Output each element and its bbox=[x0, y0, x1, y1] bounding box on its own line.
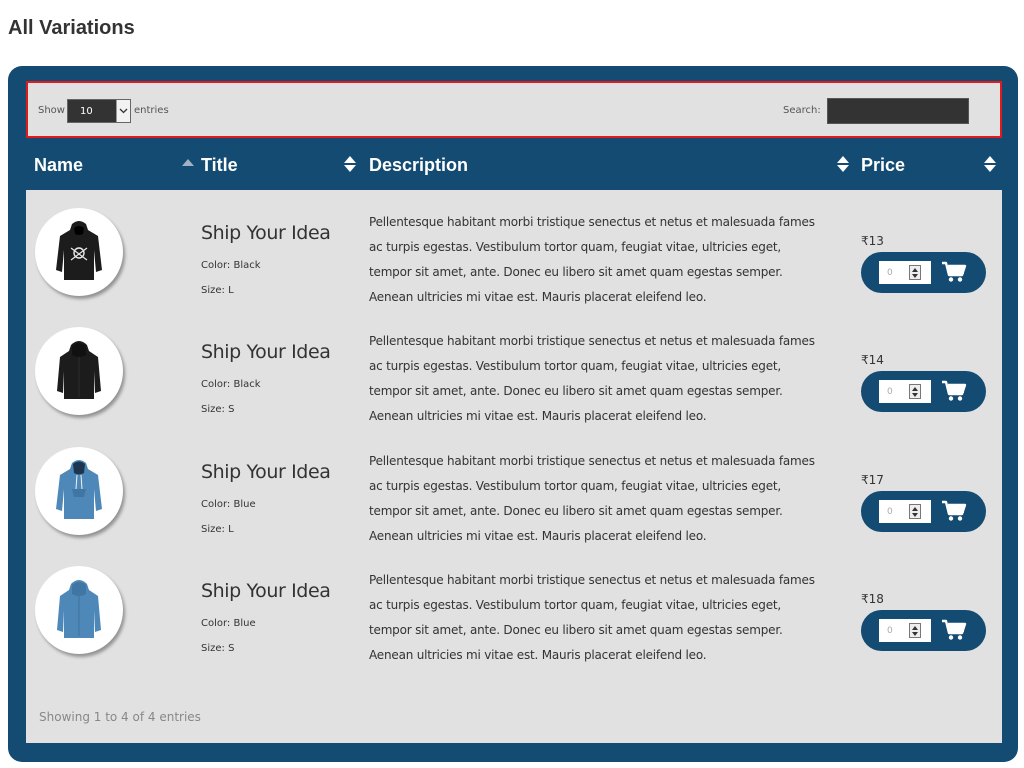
column-header-description[interactable] bbox=[369, 141, 849, 189]
product-price: ₹14 bbox=[861, 353, 884, 367]
stepper-arrows-icon[interactable] bbox=[909, 623, 921, 638]
column-header-label: Title bbox=[201, 154, 238, 175]
product-title: Ship Your Idea bbox=[201, 341, 331, 363]
variations-table-frame bbox=[8, 66, 1018, 762]
quantity-stepper[interactable] bbox=[879, 380, 931, 403]
add-to-cart-group bbox=[861, 371, 986, 412]
entries-label: entries bbox=[134, 105, 169, 116]
shopping-cart-icon bbox=[941, 619, 967, 641]
page-title: All Variations bbox=[8, 17, 135, 39]
product-title: Ship Your Idea bbox=[201, 461, 331, 483]
add-to-cart-group bbox=[861, 610, 986, 651]
quantity-value: 0 bbox=[887, 386, 893, 397]
table-header bbox=[8, 141, 1018, 189]
product-thumbnail[interactable] bbox=[35, 208, 123, 296]
product-price: ₹13 bbox=[861, 234, 884, 248]
quantity-stepper[interactable] bbox=[879, 619, 931, 642]
product-price: ₹17 bbox=[861, 473, 884, 487]
add-to-cart-group bbox=[861, 491, 986, 532]
table-info: Showing 1 to 4 of 4 entries bbox=[39, 710, 201, 724]
add-to-cart-button[interactable] bbox=[941, 619, 971, 643]
product-color: Color: Blue bbox=[201, 499, 256, 510]
product-description: Pellentesque habitant morbi tristique senectus et netus et malesuada fames ac turpis egestas. Vestibulum tortor quam, feugiat vitae, ultricies eget, tempor sit amet, ante. Donec eu libero sit amet quam egestas semper. Aenean ultricies mi vitae est. Mauris placerat eleifend leo. bbox=[369, 573, 815, 662]
sort-icon bbox=[344, 156, 356, 174]
table-row bbox=[26, 319, 1002, 439]
column-header-label: Price bbox=[861, 154, 906, 175]
product-thumbnail[interactable] bbox=[35, 447, 123, 535]
table-row bbox=[26, 439, 1002, 559]
add-to-cart-button[interactable] bbox=[941, 500, 971, 524]
show-label: Show bbox=[38, 105, 65, 116]
column-header-price[interactable] bbox=[861, 141, 996, 189]
product-color: Color: Blue bbox=[201, 618, 256, 629]
quantity-stepper[interactable] bbox=[879, 500, 931, 523]
product-size: Size: S bbox=[201, 643, 235, 654]
stepper-arrows-icon[interactable] bbox=[909, 384, 921, 399]
table-row bbox=[26, 200, 1002, 320]
column-header-title[interactable] bbox=[201, 141, 356, 189]
hoodie-black-icon bbox=[54, 339, 104, 403]
quantity-value: 0 bbox=[887, 625, 893, 636]
table-body bbox=[26, 190, 1002, 743]
product-price: ₹18 bbox=[861, 592, 884, 606]
sort-icon bbox=[984, 156, 996, 174]
hoodie-black-icon bbox=[54, 220, 104, 284]
shopping-cart-icon bbox=[941, 261, 967, 283]
product-title: Ship Your Idea bbox=[201, 580, 331, 602]
column-header-label: Description bbox=[369, 154, 469, 175]
column-header-label: Name bbox=[34, 154, 84, 175]
product-description: Pellentesque habitant morbi tristique senectus et netus et malesuada fames ac turpis egestas. Vestibulum tortor quam, feugiat vitae, ultricies eget, tempor sit amet, ante. Donec eu libero sit amet quam egestas semper. Aenean ultricies mi vitae est. Mauris placerat eleifend leo. bbox=[369, 454, 815, 543]
add-to-cart-group bbox=[861, 252, 986, 293]
table-row bbox=[26, 558, 1002, 678]
product-size: Size: S bbox=[201, 404, 235, 415]
product-description: Pellentesque habitant morbi tristique senectus et netus et malesuada fames ac turpis egestas. Vestibulum tortor quam, feugiat vitae, ultricies eget, tempor sit amet, ante. Donec eu libero sit amet quam egestas semper. Aenean ultricies mi vitae est. Mauris placerat eleifend leo. bbox=[369, 215, 815, 304]
quantity-value: 0 bbox=[887, 267, 893, 278]
sort-ascending-icon bbox=[182, 156, 194, 174]
product-description: Pellentesque habitant morbi tristique senectus et netus et malesuada fames ac turpis egestas. Vestibulum tortor quam, feugiat vitae, ultricies eget, tempor sit amet, ante. Donec eu libero sit amet quam egestas semper. Aenean ultricies mi vitae est. Mauris placerat eleifend leo. bbox=[369, 334, 815, 423]
add-to-cart-button[interactable] bbox=[941, 261, 971, 285]
product-thumbnail[interactable] bbox=[35, 327, 123, 415]
entries-length-select[interactable] bbox=[67, 99, 131, 123]
entries-length-value: 10 bbox=[80, 105, 93, 117]
product-color: Color: Black bbox=[201, 379, 261, 390]
shopping-cart-icon bbox=[941, 380, 967, 402]
quantity-value: 0 bbox=[887, 506, 893, 517]
product-thumbnail[interactable] bbox=[35, 566, 123, 654]
quantity-stepper[interactable] bbox=[879, 261, 931, 284]
table-controls bbox=[26, 81, 1002, 138]
product-title: Ship Your Idea bbox=[201, 222, 331, 244]
chevron-down-icon bbox=[116, 100, 130, 122]
product-color: Color: Black bbox=[201, 260, 261, 271]
add-to-cart-button[interactable] bbox=[941, 380, 971, 404]
product-size: Size: L bbox=[201, 524, 234, 535]
search-input[interactable] bbox=[827, 98, 969, 124]
sort-icon bbox=[837, 156, 849, 174]
product-size: Size: L bbox=[201, 285, 234, 296]
shopping-cart-icon bbox=[941, 500, 967, 522]
search-label: Search: bbox=[783, 105, 821, 116]
stepper-arrows-icon[interactable] bbox=[909, 504, 921, 519]
hoodie-blue-icon bbox=[54, 578, 104, 642]
hoodie-blue-icon bbox=[54, 459, 104, 523]
stepper-arrows-icon[interactable] bbox=[909, 265, 921, 280]
column-header-name[interactable] bbox=[34, 141, 194, 189]
